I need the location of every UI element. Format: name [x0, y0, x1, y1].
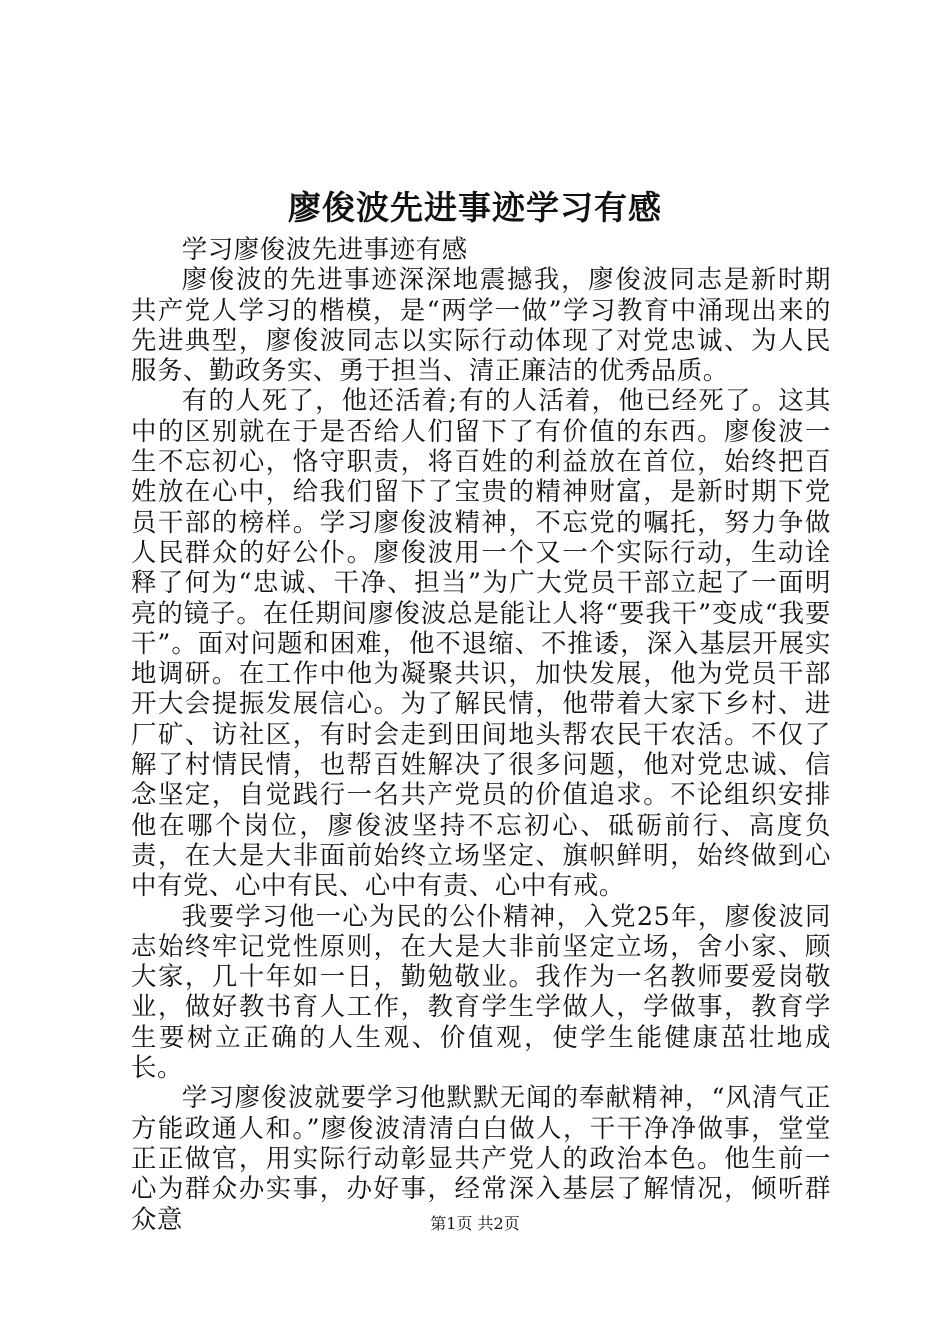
- article-subtitle: 学习廖俊波先进事迹有感: [181, 234, 468, 264]
- article-paragraph: 学习廖俊波就要学习他默默无闻的奉献精神，“风清气正方能政通人和。”廖俊波清清白白做人，干干净净做事，堂堂正正做官，用实际行动彰显共产党人的政治本色。他生前一心为群众办实事，办好事，经常深入基层了解情况，倾听群众意: [131, 1082, 831, 1234]
- article-paragraph: 廖俊波的先进事迹深深地震撼我，廖俊波同志是新时期共产党人学习的楷模，是“两学一做”学习教育中涌现出来的先进典型，廖俊波同志以实际行动体现了对党忠诚、为人民服务、勤政务实、勇于担当、清正廉洁的优秀品质。: [131, 264, 831, 386]
- document-title: 廖俊波先进事迹学习有感: [288, 188, 662, 227]
- article-paragraph: 我要学习他一心为民的公仆精神，入党25年，廖俊波同志始终牢记党性原则，在大是大非前坚定立场，舍小家、顾大家，几十年如一日，勤勉敬业。我作为一名教师要爱岗敬业，做好教书育人工作，教育学生学做人，学做事，教育学生要树立正确的人生观、价值观，使学生能健康茁壮地成长。: [131, 900, 831, 1083]
- page-number-footer: 第1页 共2页: [430, 1214, 520, 1233]
- article-paragraph: 有的人死了，他还活着;有的人活着，他已经死了。这其中的区别就在于是否给人们留下了有价值的东西。廖俊波一生不忘初心，恪守职责，将百姓的利益放在首位，始终把百姓放在心中，给我们留下了宝贵的精神财富，是新时期下党员干部的榜样。学习廖俊波精神，不忘党的嘱托，努力争做人民群众的好公仆。廖俊波用一个又一个实际行动，生动诠释了何为“忠诚、干净、担当”为广大党员干部立起了一面明亮的镜子。在任期间廖俊波总是能让人将“要我干”变成“我要干”。面对问题和困难，他不退缩、不推诿，深入基层开展实地调研。在工作中他为凝聚共识，加快发展，他为党员干部开大会提振发展信心。为了解民情，他带着大家下乡村、进厂矿、访社区，有时会走到田间地头帮农民干农活。不仅了解了村情民情，也帮百姓解决了很多问题，他对党忠诚、信念坚定，自觉践行一名共产党员的价值追求。不论组织安排他在哪个岗位，廖俊波坚持不忘初心、砥砺前行、高度负责，在大是大非面前始终立场坚定、旗帜鲜明，始终做到心中有党、心中有民、心中有责、心中有戒。: [131, 385, 831, 901]
- article-body: [131, 234, 831, 1234]
